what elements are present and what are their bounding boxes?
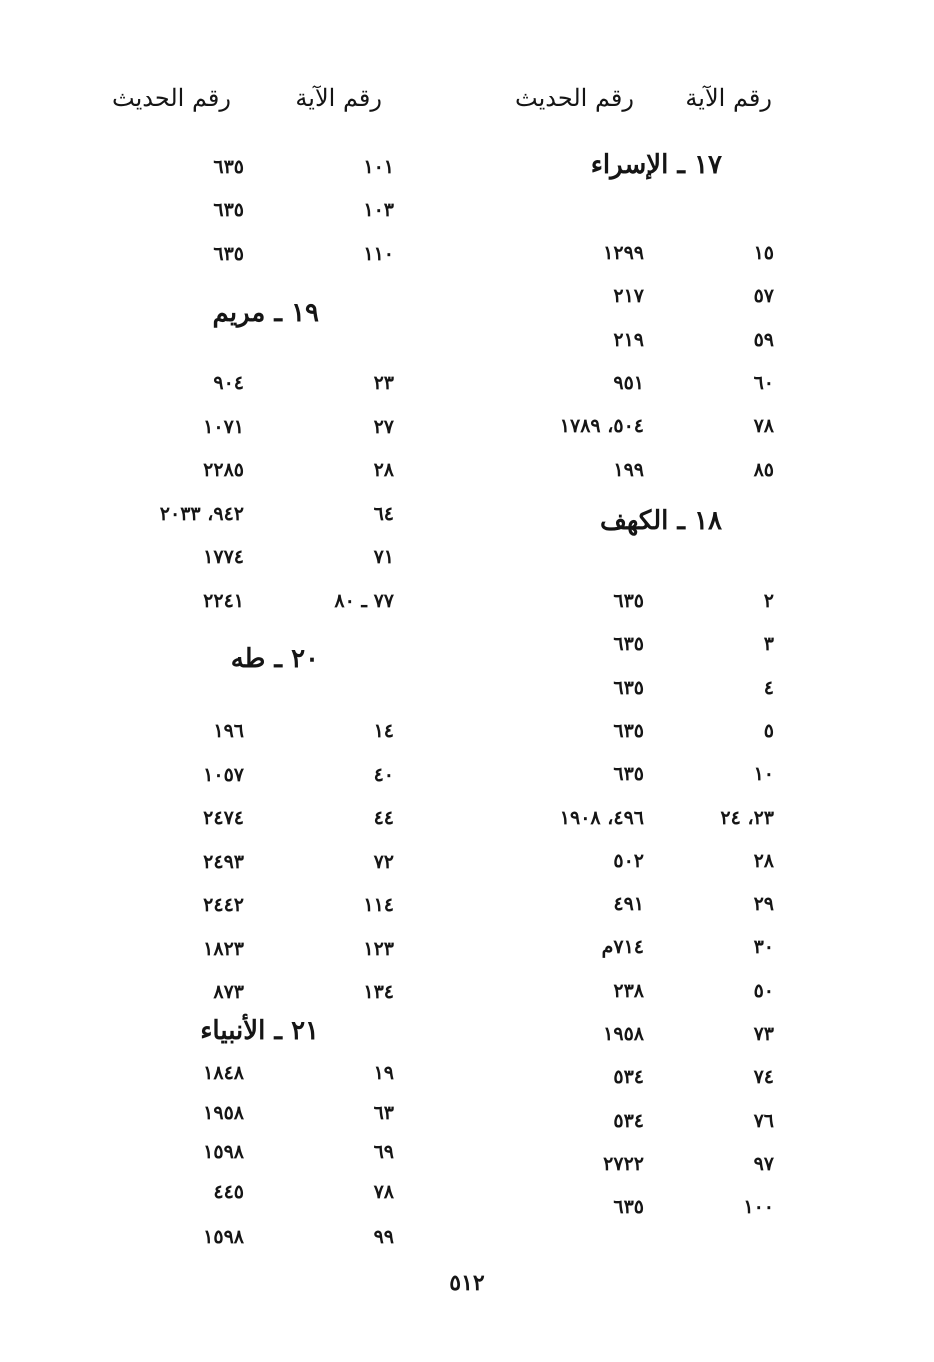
hadith-number: ١٠٧١ (203, 415, 244, 438)
ayah-number: ١١٤ (363, 894, 394, 916)
hadith-number: ٨٧٣ (213, 981, 244, 1003)
hadith-number: ٢٢٨٥ (203, 459, 244, 481)
hadith-number: ٢١٧ (613, 285, 644, 308)
ayah-number: ٩٧ (753, 1152, 774, 1175)
ayah-number: ٢٣ (373, 372, 394, 394)
ayah-number: ٧٢ (373, 850, 394, 873)
hadith-number: ٥٠٤، ١٧٨٩ (559, 415, 644, 438)
hadith-number: ١٩٦ (213, 720, 244, 742)
hadith-number: ٦٣٥ (613, 719, 644, 742)
hadith-number: ١٥٩٨ (203, 1141, 244, 1163)
ayah-number: ٢ (763, 590, 774, 612)
ayah-number: ٥٩ (753, 328, 774, 351)
left-ayah-header: رقم الآية (295, 84, 382, 112)
hadith-number: ٤٩١ (613, 893, 644, 916)
hadith-number: ٢٢٤١ (203, 589, 244, 612)
ayah-number: ٧٣ (753, 1023, 774, 1045)
ayah-number: ١١٠ (363, 242, 394, 265)
hadith-number: ١٠٥٧ (203, 763, 244, 786)
hadith-number: ٥٣٤ (613, 1109, 644, 1132)
ayah-number: ٧٦ (753, 1109, 774, 1132)
hadith-number: ١٩٩ (613, 458, 644, 481)
ayah-number: ٦٣ (373, 1101, 394, 1124)
hadith-number: ٦٣٥ (613, 763, 644, 786)
hadith-number: ٧١٤م (601, 936, 644, 959)
left-hadith-header: رقم الحديث (112, 84, 231, 112)
section-title: ١٧ ـ الإسراء (590, 150, 722, 180)
ayah-number: ٩٩ (373, 1226, 394, 1248)
ayah-number: ١٢٣ (363, 937, 394, 960)
ayah-number: ١٩ (373, 1062, 394, 1084)
hadith-number: ١٩٥٨ (603, 1023, 644, 1045)
hadith-number: ٩٥١ (613, 371, 644, 394)
ayah-number: ٤٠ (373, 763, 394, 786)
hadith-number: ١٨٢٣ (203, 937, 244, 960)
hadith-number: ٦٣٥ (613, 1196, 644, 1219)
ayah-number: ٥٠ (753, 979, 774, 1002)
hadith-number: ٢٤٧٤ (203, 807, 244, 829)
hadith-number: ٦٣٥ (613, 676, 644, 699)
hadith-number: ٢٤٩٣ (203, 850, 244, 873)
hadith-number: ٩٤٢، ٢٠٣٣ (159, 502, 244, 525)
hadith-number: ٢٧٢٢ (603, 1152, 644, 1175)
ayah-number: ١٥ (753, 242, 774, 264)
ayah-number: ١٠١ (363, 156, 394, 178)
ayah-number: ٨٥ (753, 458, 774, 481)
ayah-number: ٢٣، ٢٤ (720, 806, 774, 829)
hadith-number: ٥٣٤ (613, 1066, 644, 1089)
hadith-number: ٦٣٥ (613, 590, 644, 612)
ayah-number: ٦٩ (373, 1141, 394, 1163)
ayah-number: ٢٩ (753, 893, 774, 916)
hadith-number: ٤٤٥ (213, 1180, 244, 1203)
section-title: ٢١ ـ الأنبياء (200, 1016, 319, 1046)
hadith-number: ١٢٩٩ (603, 242, 644, 264)
right-hadith-header: رقم الحديث (515, 84, 634, 112)
hadith-number: ٩٠٤ (213, 372, 244, 394)
ayah-number: ٢٧ (373, 415, 394, 438)
ayah-number: ١٣٤ (363, 981, 394, 1003)
ayah-number: ٤ (763, 676, 774, 699)
ayah-number: ٧٨ (753, 415, 774, 438)
hadith-number: ٢١٩ (613, 328, 644, 351)
hadith-number: ٦٣٥ (213, 242, 244, 265)
ayah-number: ٧٧ ـ ٨٠ (334, 589, 394, 612)
hadith-number: ٢٣٨ (613, 979, 644, 1002)
hadith-number: ٦٣٥ (613, 633, 644, 656)
page-number: ٥١٢ (449, 1270, 485, 1296)
ayah-number: ٥ (763, 719, 774, 742)
ayah-number: ٤٤ (373, 807, 394, 829)
section-title: ١٨ ـ الكهف (599, 506, 722, 536)
section-title: ١٩ ـ مريم (212, 298, 319, 328)
ayah-number: ١٤ (373, 720, 394, 742)
hadith-number: ١٨٤٨ (203, 1062, 244, 1084)
ayah-number: ١٠٠ (743, 1196, 774, 1219)
ayah-number: ٦٤ (373, 502, 394, 525)
hadith-number: ١٩٥٨ (203, 1101, 244, 1124)
ayah-number: ٥٧ (753, 285, 774, 308)
ayah-number: ٣٠ (753, 936, 774, 959)
ayah-number: ٣ (763, 633, 774, 656)
ayah-number: ١٠٣ (363, 199, 394, 222)
hadith-number: ١٥٩٨ (203, 1226, 244, 1248)
ayah-number: ٢٨ (753, 849, 774, 872)
right-ayah-header: رقم الآية (685, 84, 772, 112)
ayah-number: ٧١ (373, 546, 394, 568)
hadith-number: ١٧٧٤ (203, 546, 244, 568)
hadith-number: ٢٤٤٢ (203, 894, 244, 916)
ayah-number: ٧٨ (373, 1180, 394, 1203)
ayah-number: ١٠ (753, 763, 774, 786)
ayah-number: ٦٠ (753, 371, 774, 394)
hadith-number: ٥٠٢ (613, 849, 644, 872)
hadith-number: ٦٣٥ (213, 156, 244, 178)
ayah-number: ٢٨ (373, 459, 394, 481)
hadith-number: ٦٣٥ (213, 199, 244, 222)
ayah-number: ٧٤ (753, 1066, 774, 1089)
section-title: ٢٠ ـ طه (230, 644, 319, 674)
hadith-number: ٤٩٦، ١٩٠٨ (559, 806, 644, 829)
